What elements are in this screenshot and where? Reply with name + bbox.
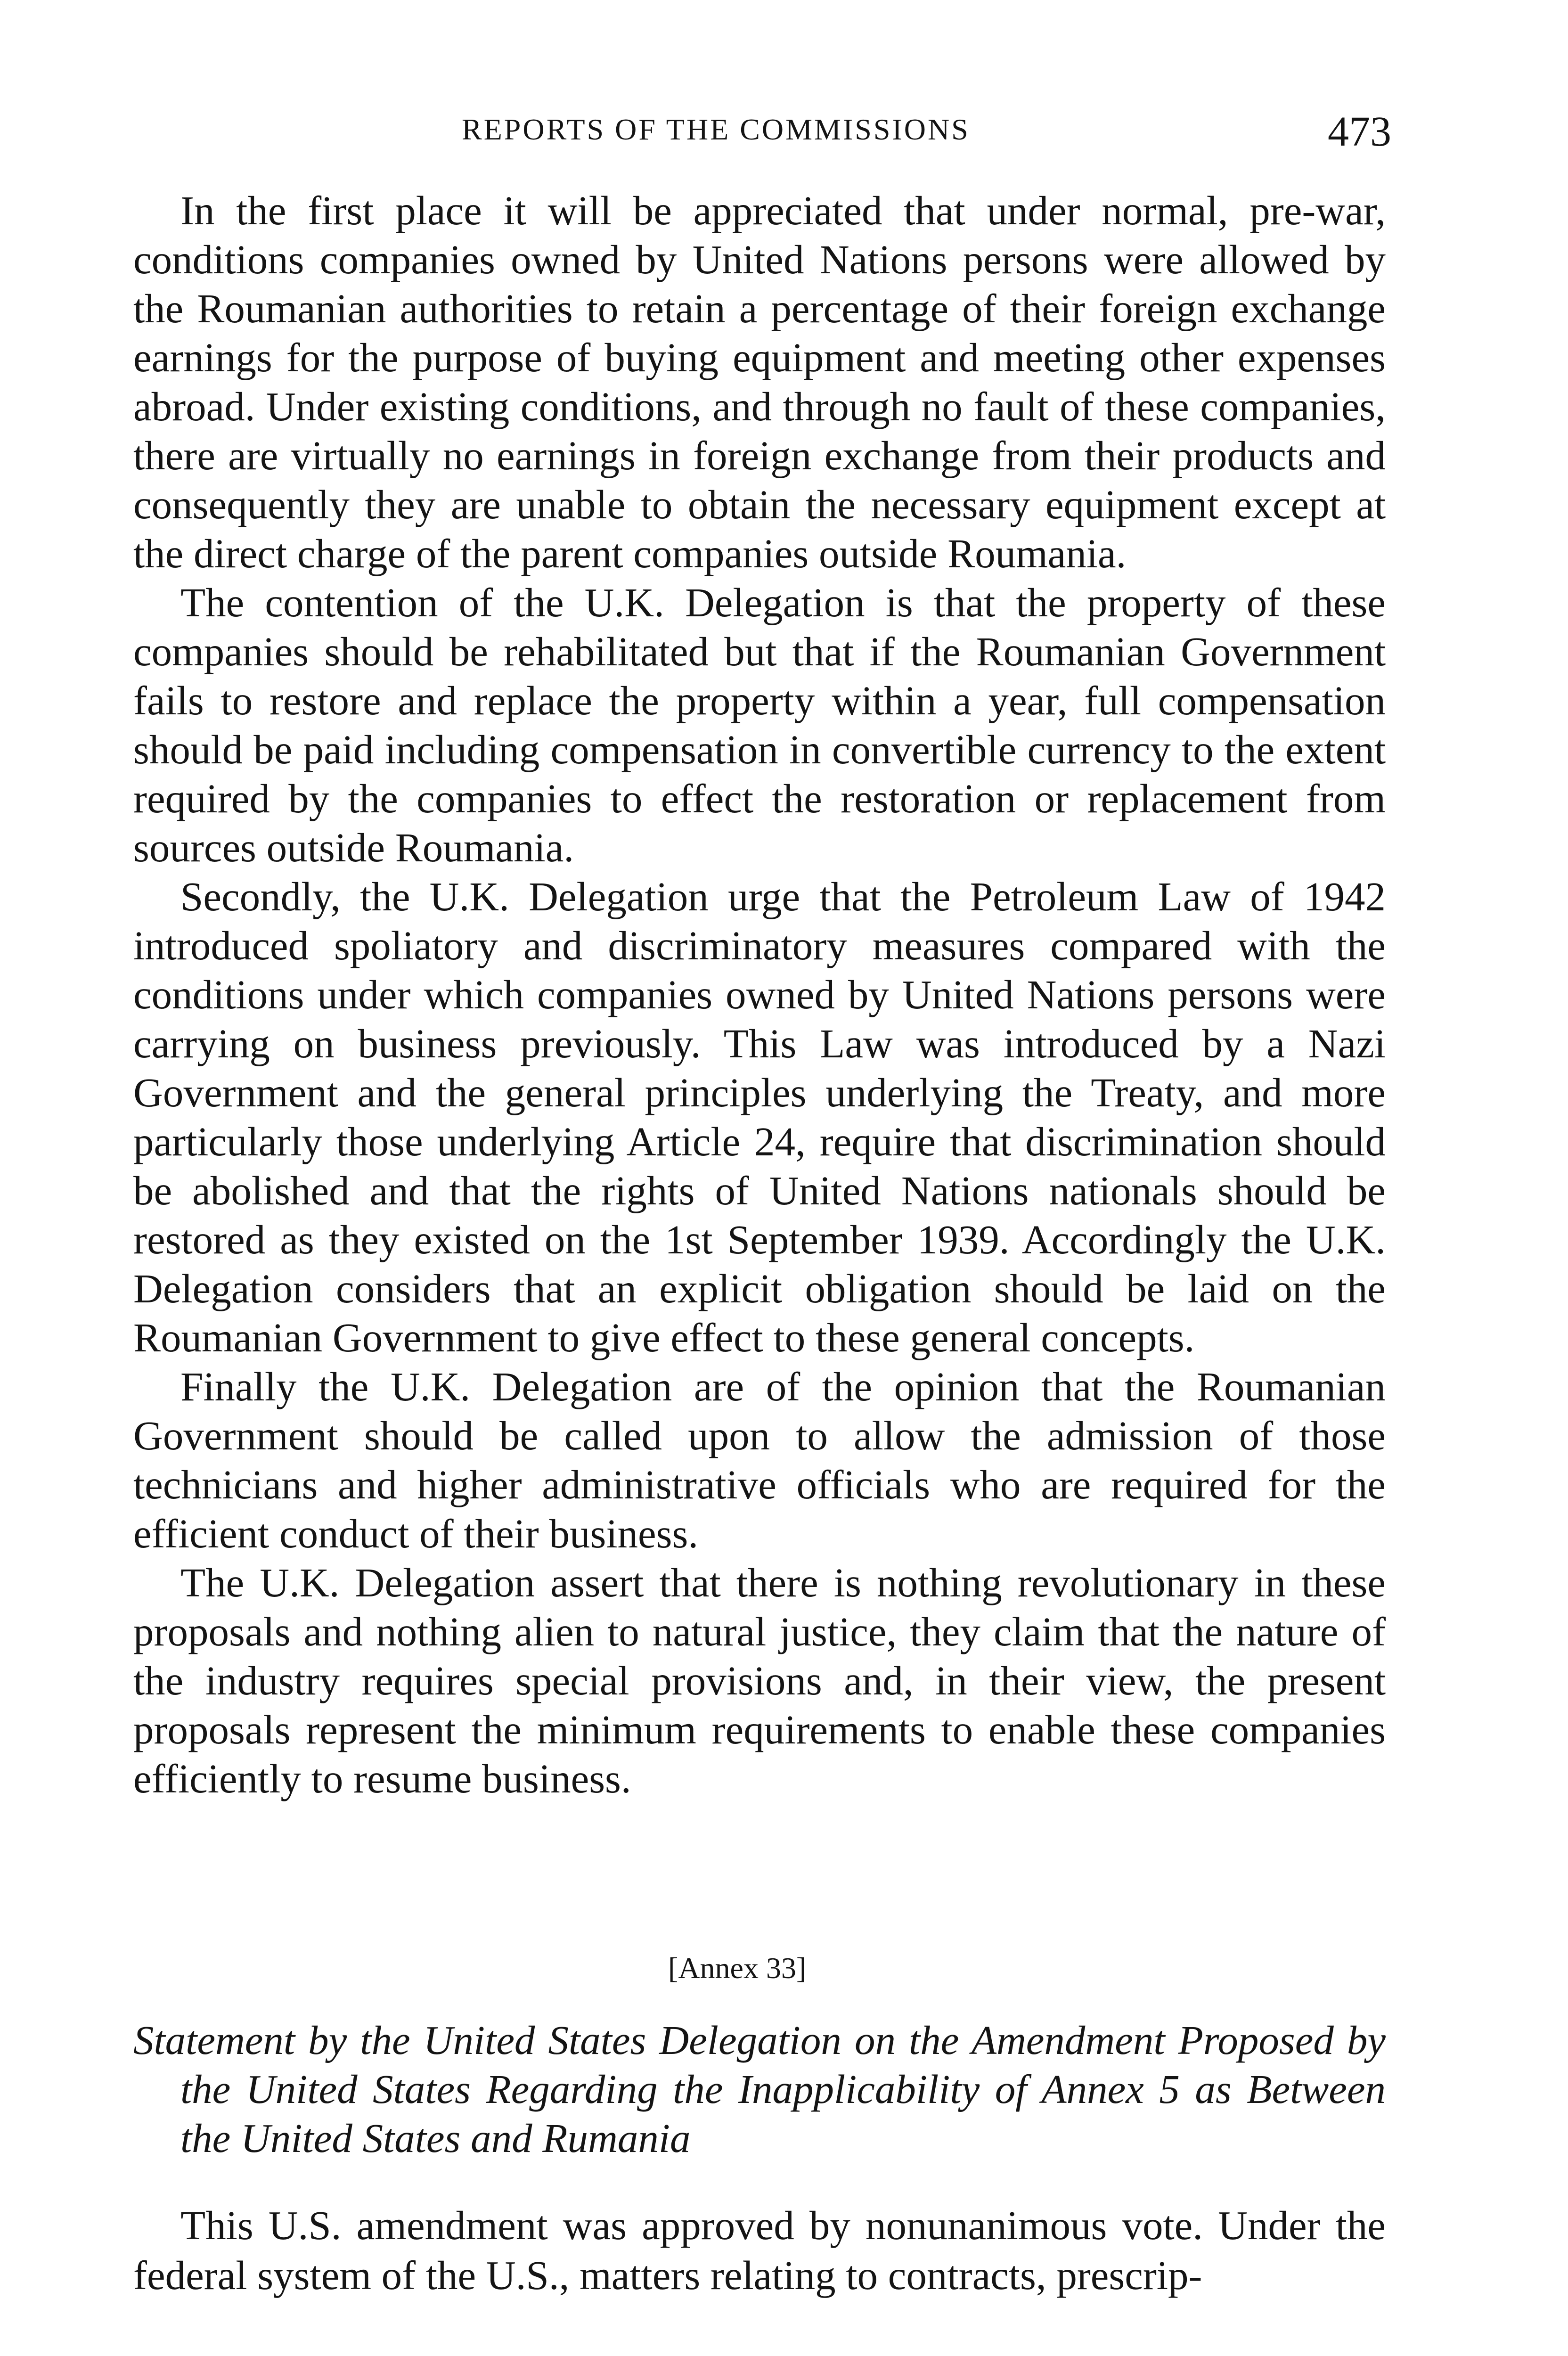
body-text (133, 186, 1386, 1803)
paragraph-3: Secondly, the U.K. Delegation urge that the Petroleum Law of 1942 introduced spoliatory and discriminatory measures compared with the conditions under which companies owned by United Nations persons were carrying on business previously. This Law was introduced by a Nazi Government and the general principles underlying the Treaty, and more particularly those underlying Article 24, require that discrimination should be abolished and that the rights of United Nations nationals should be restored as they existed on the 1st September 1939. Accordingly the U.K. Delegation considers that an explicit obligation should be laid on the Roumanian Government to give effect to these general concepts. (133, 874, 1386, 1360)
paragraph-1: In the first place it will be appreciated that under normal, pre-war, conditions companies owned by United Nations persons were allowed by the Roumanian authorities to retain a percentage of their foreign exchange earnings for the purpose of buying equipment and meeting other expenses abroad. Under existing conditions, and through no fault of these companies, there are virtually no earnings in foreign exchange from their products and consequently they are unable to obtain the necessary equipment except at the direct charge of the parent companies outside Roumania. (133, 188, 1386, 576)
running-head: REPORTS OF THE COMMISSIONS (462, 113, 970, 146)
page-header (0, 107, 1568, 159)
paragraph-2: The contention of the U.K. Delegation is that the property of these companies should be rehabilitated but that if the Roumanian Government fails to restore and replace the property within a year, full compensation should be paid including compensation in convertible currency to the extent required by the companies to effect the restoration or replacement from sources outside Roumania. (133, 580, 1386, 870)
statement-title: Statement by the United States Delegation on the Amendment Proposed by the United States Regarding the Inapplicability of Annex 5 as Between the United States and Rumania (133, 2017, 1386, 2161)
closing-paragraph: This U.S. amendment was approved by nonunanimous vote. Under the federal system of the U.S., matters relating to contracts, prescrip- (133, 2202, 1386, 2298)
paragraph-4: Finally the U.K. Delegation are of the opinion that the Roumanian Government should be called upon to allow the admission of those technicians and higher administrative officials who are required for the efficient conduct of their business. (133, 1364, 1386, 1556)
paragraph-5: The U.K. Delegation assert that there is nothing revolutionary in these proposals and nothing alien to natural justice, they claim that the nature of the industry requires special provisions and, in their view, the present proposals represent the minimum requirements to enable these companies efficiently to resume business. (133, 1560, 1386, 1801)
closing-text (133, 2201, 1386, 2300)
page-number: 473 (1328, 108, 1391, 155)
annex-label: [Annex 33] (668, 1951, 807, 1985)
